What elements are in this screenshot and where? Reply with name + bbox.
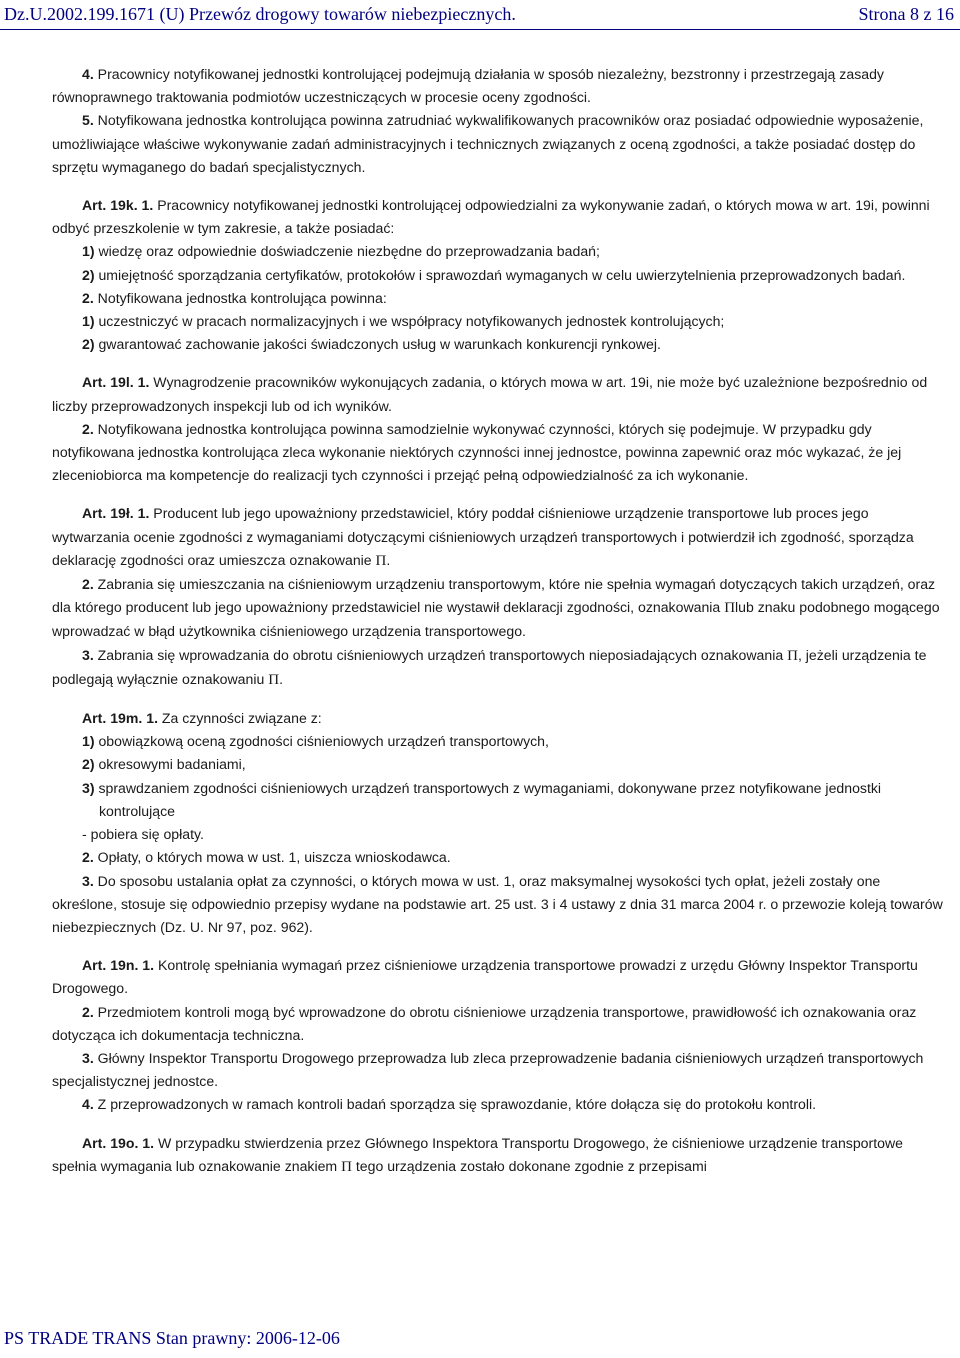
- list-item: 1) uczestniczyć w pracach normalizacyjnych i we współpracy notyfikowanych jednostek kontrolujących;: [82, 313, 725, 330]
- document-body: [52, 63, 944, 1179]
- paragraph: 2. Notyfikowana jednostka kontrolująca powinna:: [82, 289, 387, 306]
- paragraph: 2. Przedmiotem kontroli mogą być wprowadzone do obrotu ciśnieniowe urządzenia transportowe, prawidłowość ich oznakowania oraz dotycząca ich dokumentacja techniczna.: [52, 1003, 917, 1043]
- page-number: Strona 8 z 16: [858, 4, 954, 24]
- paragraph: 3. Do sposobu ustalania opłat za czynności, o których mowa w ust. 1, oraz maksymalnej wysokości tych opłat, jeżeli zostały one określone, stosuje się odpowiednio przepisy wydane na podstawie art. 25 ust. 3 i 4 ustawy z dnia 31 marca 2004 r. o przewozie koleją towarów niebezpiecznych (Dz. U. Nr 97, poz. 962).: [52, 872, 943, 935]
- pi-mark-icon: Π: [341, 1158, 352, 1175]
- paragraph: 4. Pracownicy notyfikowanej jednostki kontrolującej podejmują działania w sposób niezależny, bezstronny i przestrzegają zasady równoprawnego traktowania podmiotów uczestniczących w procesie oceny zgodności.: [52, 66, 884, 106]
- paragraph: 2. Opłaty, o których mowa w ust. 1, uiszcza wnioskodawca.: [82, 849, 451, 866]
- document-title: Dz.U.2002.199.1671 (U) Przewóz drogowy towarów niebezpiecznych.: [4, 4, 516, 24]
- page-footer: PS TRADE TRANS Stan prawny: 2006-12-06: [4, 1328, 340, 1348]
- article-19k: Art. 19k. 1. Pracownicy notyfikowanej jednostki kontrolującej odpowiedzialni za wykonywanie zadań, o których mowa w art. 19i, powinni odbyć przeszkolenie w tym zakresie, a także posiadać:: [52, 197, 930, 237]
- list-item: 2) umiejętność sporządzania certyfikatów, protokołów i sprawozdań wymaganych w celu uwierzytelnienia przeprowadzonych badań.: [82, 266, 906, 283]
- paragraph: 3. Główny Inspektor Transportu Drogowego przeprowadza lub zleca przeprowadzenie badania ciśnieniowych urządzeń transportowych specjalistycznej jednostce.: [52, 1049, 924, 1090]
- pi-mark-icon: Π: [268, 671, 280, 688]
- article-19n: Art. 19n. 1. Kontrolę spełniania wymagań przez ciśnieniowe urządzenia transportowe prowadzi z urzędu Główny Inspektor Transportu Drogowego.: [52, 957, 918, 997]
- article-19m: Art. 19m. 1. Za czynności związane z:: [82, 710, 322, 727]
- list-item: 3) sprawdzaniem zgodności ciśnieniowych urządzeń transportowych z wymaganiami, dokonywane przez notyfikowane jednostki kontrolujące: [82, 779, 882, 819]
- pi-mark-icon: Π: [724, 600, 736, 617]
- list-item: 2) okresowymi badaniami,: [82, 756, 246, 773]
- paragraph: 3. Zabrania się wprowadzania do obrotu ciśnieniowych urządzeń transportowych nieposiadających oznakowania Π, jeżeli urządzenia te podlegają wyłącznie oznakowaniu Π.: [52, 646, 927, 688]
- article-19o: Art. 19o. 1. W przypadku stwierdzenia przez Głównego Inspektora Transportu Drogowego, że ciśnieniowe urządzenie transportowe spełnia wymagania lub oznakowanie znakiem Π tego urządzenia zostało dokonane zgodnie z przepisami: [52, 1134, 903, 1175]
- list-item: 1) obowiązkową oceną zgodności ciśnieniowych urządzeń transportowych,: [82, 733, 549, 750]
- article-19l-stroke: Art. 19ł. 1. Producent lub jego upoważniony przedstawiciel, który poddał ciśnieniowe urządzenie transportowe lub proces jego wytwarzania ocenie zgodności z wymaganiami dotyczącymi ciśnieniowych urządzeń transportowych i potwierdził ich zgodność, sporządza deklarację zgodności oraz umieszcza oznakowanie Π.: [52, 505, 914, 569]
- paragraph: 2. Zabrania się umieszczania na ciśnieniowym urządzeniu transportowym, które nie spełnia wymagań dotyczących takich urządzeń, oraz dla którego producent lub jego upoważniony przedstawiciel nie wystawił deklaracji zgodności, oznakowania Πlub znaku podobnego mogącego wprowadzać w błąd użytkownika ciśnieniowego urządzenia transportowego.: [52, 576, 940, 640]
- pi-mark-icon: Π: [787, 647, 798, 664]
- list-item: 2) gwarantować zachowanie jakości świadczonych usług w warunkach konkurencji rynkowej.: [82, 336, 661, 353]
- page-header: [0, 0, 960, 30]
- dash-line: - pobiera się opłaty.: [82, 826, 204, 843]
- paragraph: 5. Notyfikowana jednostka kontrolująca powinna zatrudniać wykwalifikowanych pracowników oraz posiadać odpowiednie wyposażenie, umożliwiające właściwe wykonywanie zadań administracyjnych i technicznych związanych z oceną zgodności, a także posiadać dostęp do sprzętu wymaganego do badań specjalistycznych.: [52, 112, 924, 175]
- paragraph: 4. Z przeprowadzonych w ramach kontroli badań sporządza się sprawozdanie, które dołącza się do protokołu kontroli.: [82, 1096, 817, 1113]
- list-item: 1) wiedzę oraz odpowiednie doświadczenie niezbędne do przeprowadzania badań;: [82, 243, 600, 260]
- article-19l: Art. 19l. 1. Wynagrodzenie pracowników wykonujących zadania, o których mowa w art. 19i, nie może być uzależnione bezpośrednio od liczby przeprowadzonych inspekcji lub od ich wyników.: [52, 374, 928, 414]
- pi-mark-icon: Π: [375, 552, 387, 569]
- paragraph: 2. Notyfikowana jednostka kontrolująca powinna samodzielnie wykonywać czynności, których się podejmuje. W przypadku gdy notyfikowana jednostka kontrolująca zleca wykonanie niektórych czynności innej jednostce, powinna zapewnić oraz móc wykazać, że jej zleceniobiorca ma kompetencje do realizacji tych czynności i przejąć pełną odpowiedzialność za ich wykonanie.: [52, 420, 902, 484]
